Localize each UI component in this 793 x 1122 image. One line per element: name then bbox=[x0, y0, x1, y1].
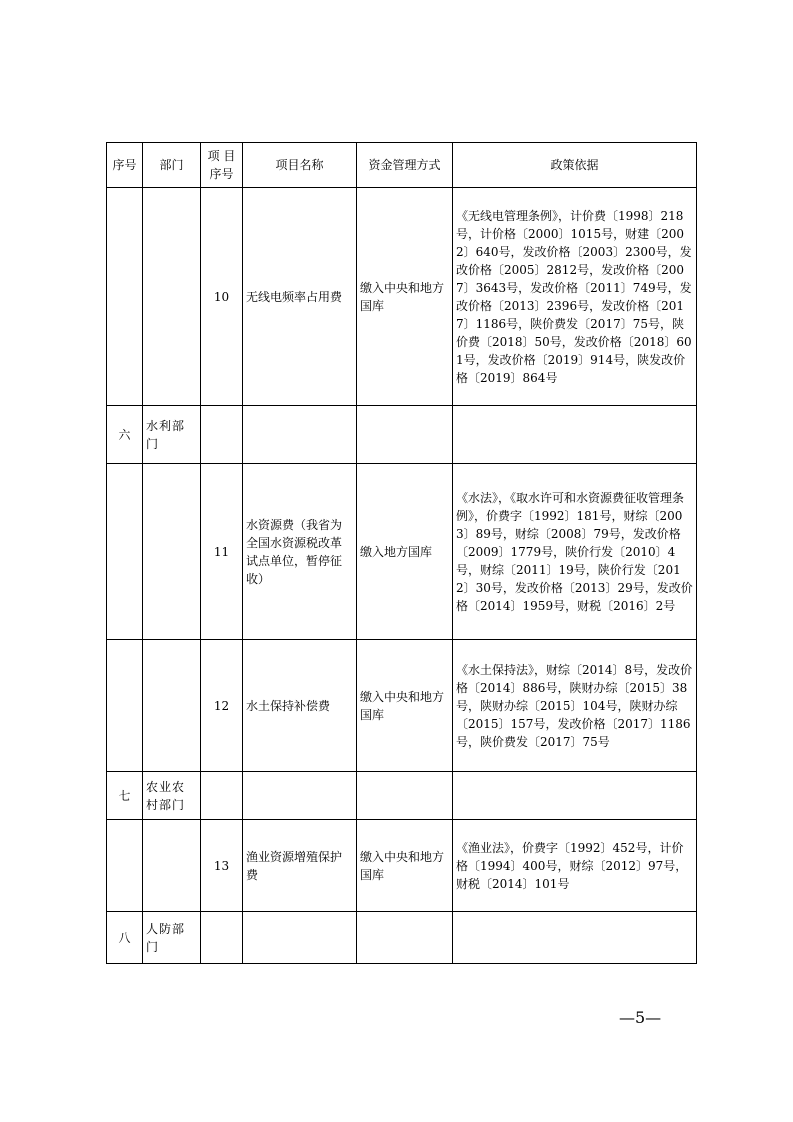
table-row bbox=[107, 912, 697, 964]
cell-mgmt: 缴入中央和地方国库 bbox=[357, 188, 453, 406]
header-name: 项目名称 bbox=[243, 143, 357, 188]
cell-mgmt: 缴入地方国库 bbox=[357, 464, 453, 640]
cell-item-no bbox=[201, 912, 243, 964]
cell-item-no: 11 bbox=[201, 464, 243, 640]
cell-mgmt: 缴入中央和地方国库 bbox=[357, 640, 453, 772]
cell-seq bbox=[107, 188, 143, 406]
cell-dept bbox=[143, 640, 201, 772]
cell-seq: 六 bbox=[107, 406, 143, 464]
cell-policy: 《无线电管理条例》，计价费〔1998〕218号，计价格〔2000〕1015号，财建〔2002〕640号，发改价格〔2003〕2300号，发改价格〔2005〕2812号，发改价格〔2007〕3643号，发改价格〔2011〕749号，发改价格〔2013〕2396号，发改价格〔2017〕1186号，陕价费发〔2017〕75号，陕价费〔2018〕50号，发改价格〔2018〕601号，发改价格〔2019〕914号，陕发改价格〔2019〕864号 bbox=[453, 188, 697, 406]
cell-policy: 《水土保持法》，财综〔2014〕8号，发改价格〔2014〕886号，陕财办综〔2015〕38号，陕财办综〔2015〕104号，陕财办综〔2015〕157号，发改价格〔2017〕1186号，陕价费发〔2017〕75号 bbox=[453, 640, 697, 772]
cell-seq bbox=[107, 820, 143, 912]
cell-dept bbox=[143, 820, 201, 912]
cell-policy bbox=[453, 912, 697, 964]
table-row bbox=[107, 640, 697, 772]
cell-policy: 《渔业法》，价费字〔1992〕452号，计价格〔1994〕400号，财综〔2012〕97号，财税〔2014〕101号 bbox=[453, 820, 697, 912]
header-dept: 部门 bbox=[143, 143, 201, 188]
cell-name: 水资源费（我省为全国水资源税改革试点单位，暂停征收） bbox=[243, 464, 357, 640]
header-policy: 政策依据 bbox=[453, 143, 697, 188]
cell-policy: 《水法》，《取水许可和水资源费征收管理条例》，价费字〔1992〕181号，财综〔2003〕89号，财综〔2008〕79号，发改价格〔2009〕1779号，陕价行发〔2010〕4号，财综〔2011〕19号，陕价行发〔2012〕30号，发改价格〔2013〕29号，发改价格〔2014〕1959号，财税〔2016〕2号 bbox=[453, 464, 697, 640]
cell-dept bbox=[143, 464, 201, 640]
cell-name: 无线电频率占用费 bbox=[243, 188, 357, 406]
cell-mgmt bbox=[357, 772, 453, 820]
cell-mgmt: 缴入中央和地方国库 bbox=[357, 820, 453, 912]
cell-seq: 七 bbox=[107, 772, 143, 820]
fee-table bbox=[106, 142, 697, 964]
cell-seq bbox=[107, 464, 143, 640]
cell-dept bbox=[143, 188, 201, 406]
header-mgmt: 资金管理方式 bbox=[357, 143, 453, 188]
cell-policy bbox=[453, 772, 697, 820]
cell-name: 水土保持补偿费 bbox=[243, 640, 357, 772]
header-seq: 序号 bbox=[107, 143, 143, 188]
cell-mgmt bbox=[357, 406, 453, 464]
cell-policy bbox=[453, 406, 697, 464]
cell-mgmt bbox=[357, 912, 453, 964]
table-row bbox=[107, 464, 697, 640]
cell-dept: 农业农村部门 bbox=[143, 772, 201, 820]
cell-item-no: 10 bbox=[201, 188, 243, 406]
cell-dept: 水利部门 bbox=[143, 406, 201, 464]
header-row bbox=[107, 143, 697, 188]
page-number: —5— bbox=[619, 1008, 662, 1027]
header-item-no: 项 目 序号 bbox=[201, 143, 243, 188]
table-row bbox=[107, 406, 697, 464]
cell-dept: 人防部门 bbox=[143, 912, 201, 964]
cell-item-no: 12 bbox=[201, 640, 243, 772]
cell-name bbox=[243, 912, 357, 964]
cell-item-no bbox=[201, 406, 243, 464]
cell-item-no bbox=[201, 772, 243, 820]
cell-item-no: 13 bbox=[201, 820, 243, 912]
cell-name: 渔业资源增殖保护费 bbox=[243, 820, 357, 912]
cell-name bbox=[243, 406, 357, 464]
table-row bbox=[107, 772, 697, 820]
cell-name bbox=[243, 772, 357, 820]
table-row bbox=[107, 188, 697, 406]
cell-seq bbox=[107, 640, 143, 772]
cell-seq: 八 bbox=[107, 912, 143, 964]
table-row bbox=[107, 820, 697, 912]
